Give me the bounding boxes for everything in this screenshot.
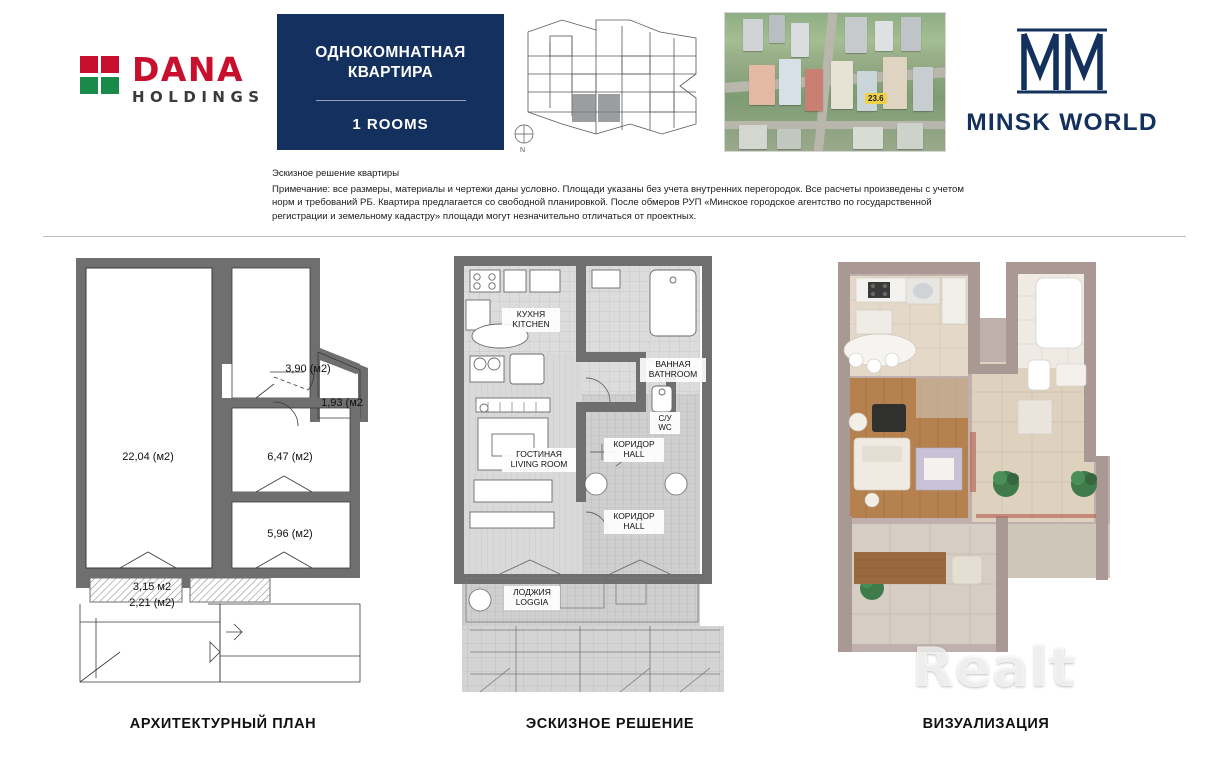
aerial-render-icon xyxy=(724,12,946,152)
caption-sketch: ЭСКИЗНОЕ РЕШЕНИЕ xyxy=(525,716,695,732)
caption-architectural: АРХИТЕКТУРНЫЙ ПЛАН xyxy=(129,716,317,732)
room-label-living xyxy=(502,448,576,472)
disclaimer-note xyxy=(272,168,972,223)
note-body: Примечание: все размеры, материалы и чертежи даны условно. Площади указаны без учета внутренних перегородок. Все расчеты произведены с учетом норм и требований РБ. Квартира предлагается со свободной планировкой. После обмеров РУП «Минское городское агентство по государственной регистрации и земельному кадастру» площади могут незначительно отличаться от проектных. xyxy=(272,184,964,222)
room-label-wc xyxy=(650,412,680,434)
dana-holdings-logo xyxy=(80,52,270,110)
area-label-6-47: 6,47 (м2) xyxy=(267,451,313,463)
compass-label: N xyxy=(520,147,526,152)
svg-text:LIVING ROOM: LIVING ROOM xyxy=(510,459,568,469)
svg-text:С/У: С/У xyxy=(658,414,672,423)
minsk-world-logo xyxy=(962,26,1162,144)
title-divider xyxy=(316,100,466,101)
area-label-2-21: 2,21 (м2) xyxy=(129,597,175,609)
room-label-hall-2 xyxy=(604,510,664,534)
room-label-bathroom xyxy=(640,358,706,382)
header-divider xyxy=(43,236,1186,237)
svg-text:HALL: HALL xyxy=(623,521,645,531)
visualization-render xyxy=(810,252,1160,702)
room-label-kitchen xyxy=(502,308,560,332)
document-header xyxy=(0,0,1229,162)
svg-text:КОРИДОР: КОРИДОР xyxy=(613,439,655,449)
caption-visualization: ВИЗУАЛИЗАЦИЯ xyxy=(922,716,1050,732)
room-label-loggia xyxy=(504,586,560,610)
sketch-plan xyxy=(440,252,780,702)
title-line-2: КВАРТИРА xyxy=(347,64,434,81)
svg-text:ГОСТИНАЯ: ГОСТИНАЯ xyxy=(516,449,562,459)
area-label-main: 22,04 (м2) xyxy=(122,451,174,463)
area-label-1-93: 1,93 (м2 xyxy=(321,397,363,409)
building-floorplan-icon xyxy=(510,12,715,152)
dana-logo-word: DANA xyxy=(132,50,245,89)
architectural-plan xyxy=(60,252,400,702)
minsk-world-text: MINSK WORLD xyxy=(966,109,1158,136)
aerial-badge: 23.6 xyxy=(865,93,887,104)
svg-text:HALL: HALL xyxy=(623,449,645,459)
dana-logo-subtitle: HOLDINGS xyxy=(132,88,265,106)
svg-text:ВАННАЯ: ВАННАЯ xyxy=(655,359,691,369)
rooms-label: 1 ROOMS xyxy=(352,116,429,133)
room-label-hall-1 xyxy=(604,438,664,462)
realt-watermark: Realt xyxy=(912,636,1076,699)
mw-monogram-icon xyxy=(962,26,1162,98)
note-title: Эскизное решение квартиры xyxy=(272,168,400,179)
svg-text:КУХНЯ: КУХНЯ xyxy=(516,309,546,319)
area-label-3-15: 3,15 м2 xyxy=(132,581,172,593)
svg-text:LOGGIA: LOGGIA xyxy=(515,597,549,607)
svg-text:KITCHEN: KITCHEN xyxy=(512,319,550,329)
svg-text:ЛОДЖИЯ: ЛОДЖИЯ xyxy=(513,587,551,597)
apartment-type-title-box xyxy=(277,14,504,150)
title-line-1: ОДНОКОМНАТНАЯ xyxy=(315,44,466,61)
area-label-3-90: 3,90 (м2) xyxy=(285,363,331,375)
area-label-5-96: 5,96 (м2) xyxy=(267,528,313,540)
svg-text:BATHROOM: BATHROOM xyxy=(648,369,698,379)
dana-squares-icon xyxy=(80,56,122,96)
svg-text:КОРИДОР: КОРИДОР xyxy=(613,511,655,521)
svg-text:WC: WC xyxy=(658,423,672,432)
